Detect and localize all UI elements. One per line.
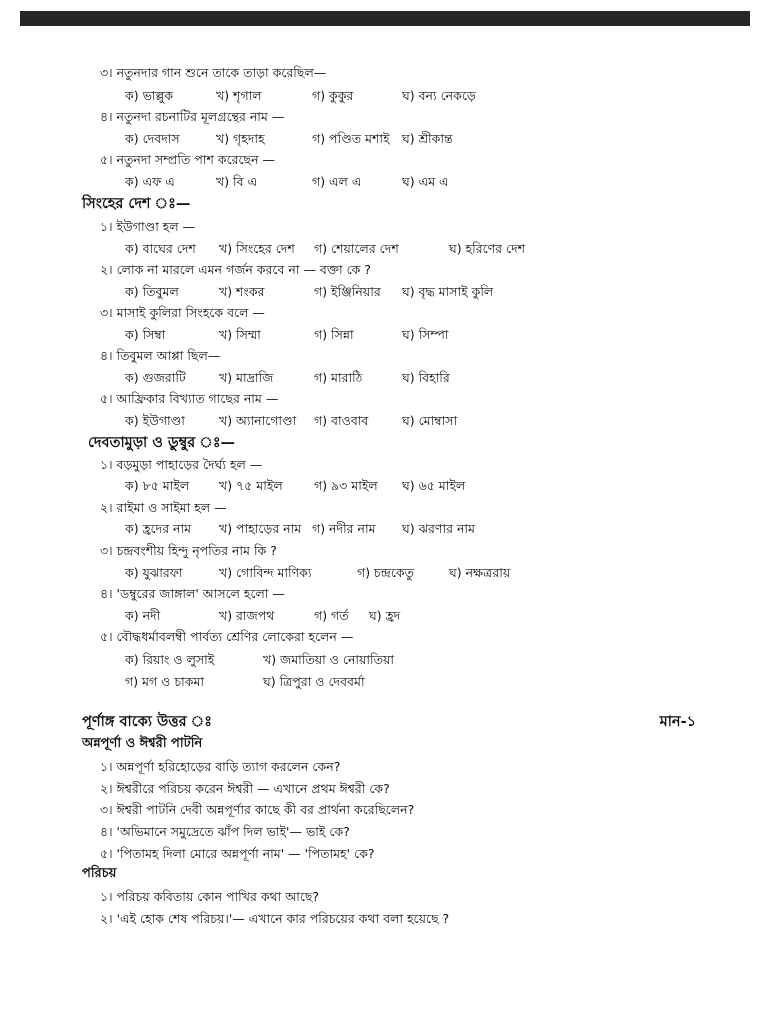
option: ক) তিবুমল	[125, 284, 179, 299]
question-text: ২। ঈশ্বরীরে পরিচয় করেন ঈশ্বরী — এখানে প্রথম ঈশ্বরী কে?	[100, 781, 390, 796]
option: ক) ইউগাণ্ডা	[125, 413, 185, 428]
question-text: ৩। নতুনদার গান শুনে তাকে তাড়া করেছিল—	[100, 65, 327, 80]
question-text: ২। 'এই হোক শেষ পরিচয়।'— এখানে কার পরিচয়ের কথা বলা হয়েছে ?	[100, 911, 450, 926]
subsection-title: পরিচয়	[82, 866, 117, 881]
question-text: ৪। 'ডম্বুরের জাঙ্গাল' আসলে হলো —	[100, 586, 285, 601]
option: খ) সিংহের দেশ	[219, 241, 295, 256]
option: গ) সিন্না	[314, 327, 354, 342]
question-text: ১। ইউগাণ্ডা হল —	[100, 219, 196, 234]
option: খ) গৃহদাহ	[216, 131, 265, 146]
question-text: ২। রাইমা ও সাইমা হল —	[100, 500, 227, 515]
option: গ) নদীর নাম	[312, 521, 376, 536]
option: ঘ) হরিণের দেশ	[449, 241, 526, 256]
option: গ) শেয়ালের দেশ	[314, 241, 399, 256]
option: খ) সিম্মা	[219, 327, 261, 342]
question-text: ৩। ঈশ্বরী পাটনি দেবী অন্নপূর্ণার কাছে কী বর প্রার্থনা করেছিলেন?	[100, 802, 415, 817]
option: ক) বাঘের দেশ	[125, 241, 196, 256]
question-text: ৫। নতুনদা সম্প্রতি পাশ করেছেন —	[100, 152, 276, 167]
option: ঘ) ৬৫ মাইল	[402, 478, 466, 493]
option: ক) সিম্বা	[125, 327, 166, 342]
option: গ) মগ ও চাকমা	[125, 674, 205, 689]
option: ক) গুজরাটি	[125, 370, 186, 385]
subsection-title: অন্নপূর্ণা ও ঈশ্বরী পাটনি	[82, 736, 203, 751]
option: গ) চন্দ্রকেতু	[357, 565, 415, 580]
option: খ) ৭৫ মাইল	[219, 478, 283, 493]
option: ঘ) বৃদ্ধ মাসাই কুলি	[402, 284, 494, 299]
question-text: ৪। তিবুমল আপ্পা ছিল—	[100, 348, 221, 363]
section-title: সিংহের দেশ ঃ—	[82, 196, 191, 212]
option: খ) জমাতিয়া ও নোয়াতিয়া	[263, 652, 394, 667]
option: গ) ইঞ্জিনিয়ার	[314, 284, 381, 299]
option: ঘ) ঝরণার নাম	[402, 521, 475, 536]
question-text: ৫। 'পিতামহ দিলা মোরে অন্নপূর্ণা নাম' — 'পিতামহ' কে?	[100, 846, 375, 861]
question-text: ১। অন্নপূর্ণা হরিহোড়ের বাড়ি ত্যাগ করলেন কেন?	[100, 759, 341, 774]
section-title: দেবতামুড়া ও ডুম্বুর ঃ—	[88, 435, 236, 451]
option: ঘ) সিম্পা	[402, 327, 449, 342]
option: ঘ) নক্ষত্ররায়	[449, 565, 511, 580]
option: ঘ) বন্য নেকড়ে	[402, 88, 476, 103]
option: গ) পণ্ডিত মশাই	[312, 131, 390, 146]
option: ক) যুঝারফা	[125, 565, 183, 580]
option: ক) ভাল্লুক	[125, 88, 174, 103]
option: গ) মারাঠি	[314, 370, 363, 385]
option: ঘ) শ্রীকান্ত	[402, 131, 453, 146]
option: ক) ৮৫ মাইল	[125, 478, 190, 493]
option: ঘ) এম এ	[402, 174, 449, 189]
option: ক) রিয়াং ও লুসাই	[125, 652, 215, 667]
option: খ) মাদ্রাজি	[219, 370, 274, 385]
option: গ) বাওবাব	[314, 413, 369, 428]
marks-label: মান-১	[659, 714, 696, 730]
option: খ) শংকর	[219, 284, 265, 299]
question-text: ১। বড়মুড়া পাহাড়ের দৈর্ঘ্য হল —	[100, 457, 263, 472]
option: ক) হ্রদের নাম	[125, 521, 192, 536]
question-text: ৩। চন্দ্রবংশীয় হিন্দু নৃপতির নাম কি ?	[100, 543, 277, 558]
question-text: ৫। বৌদ্ধধর্মাবলম্বী পার্বত্য শ্রেণির লোকেরা হলেন —	[100, 629, 354, 644]
option: গ) গর্ত	[314, 608, 349, 623]
option: ক) এফ এ	[125, 174, 175, 189]
option: খ) গোবিন্দ মাণিক্য	[219, 565, 312, 580]
option: গ) ৯৩ মাইল	[314, 478, 378, 493]
question-text: ৩। মাসাই কুলিরা সিংহকে বলে —	[100, 305, 265, 320]
option: ঘ) হ্রদ	[369, 608, 401, 623]
question-text: ৫। আফ্রিকার বিখ্যাত গাছের নাম —	[100, 391, 279, 406]
question-text: ১। পরিচয় কবিতায় কোন পাখির কথা আছে?	[100, 889, 320, 904]
option: ক) দেবদাস	[125, 131, 180, 146]
section-title: পূর্ণাঙ্গ বাক্যে উত্তর ঃ	[82, 714, 212, 730]
option: গ) কুকুর	[312, 88, 354, 103]
option: খ) পাহাড়ের নাম	[219, 521, 302, 536]
option: খ) শৃগাল	[216, 88, 262, 103]
option: খ) অ্যানাগোণ্ডা	[219, 413, 297, 428]
option: খ) রাজপথ	[219, 608, 275, 623]
option: ঘ) ত্রিপুরা ও দেববর্মা	[263, 674, 365, 689]
question-text: ৪। 'অভিমানে সমুদ্রেতে ঝাঁপ দিল ভাই'— ভাই কে?	[100, 824, 350, 839]
option: ঘ) মোম্বাসা	[402, 413, 458, 428]
question-text: ৪। নতুনদা রচনাটির মূলগ্রন্থের নাম —	[100, 109, 285, 124]
option: ঘ) বিহারি	[402, 370, 450, 385]
question-text: ২। লোক না মারলে এমন গর্জন করবে না — বক্তা কে ?	[100, 262, 372, 277]
option: ক) নদী	[125, 608, 161, 623]
option: গ) এল এ	[312, 174, 362, 189]
option: খ) বি এ	[216, 174, 258, 189]
